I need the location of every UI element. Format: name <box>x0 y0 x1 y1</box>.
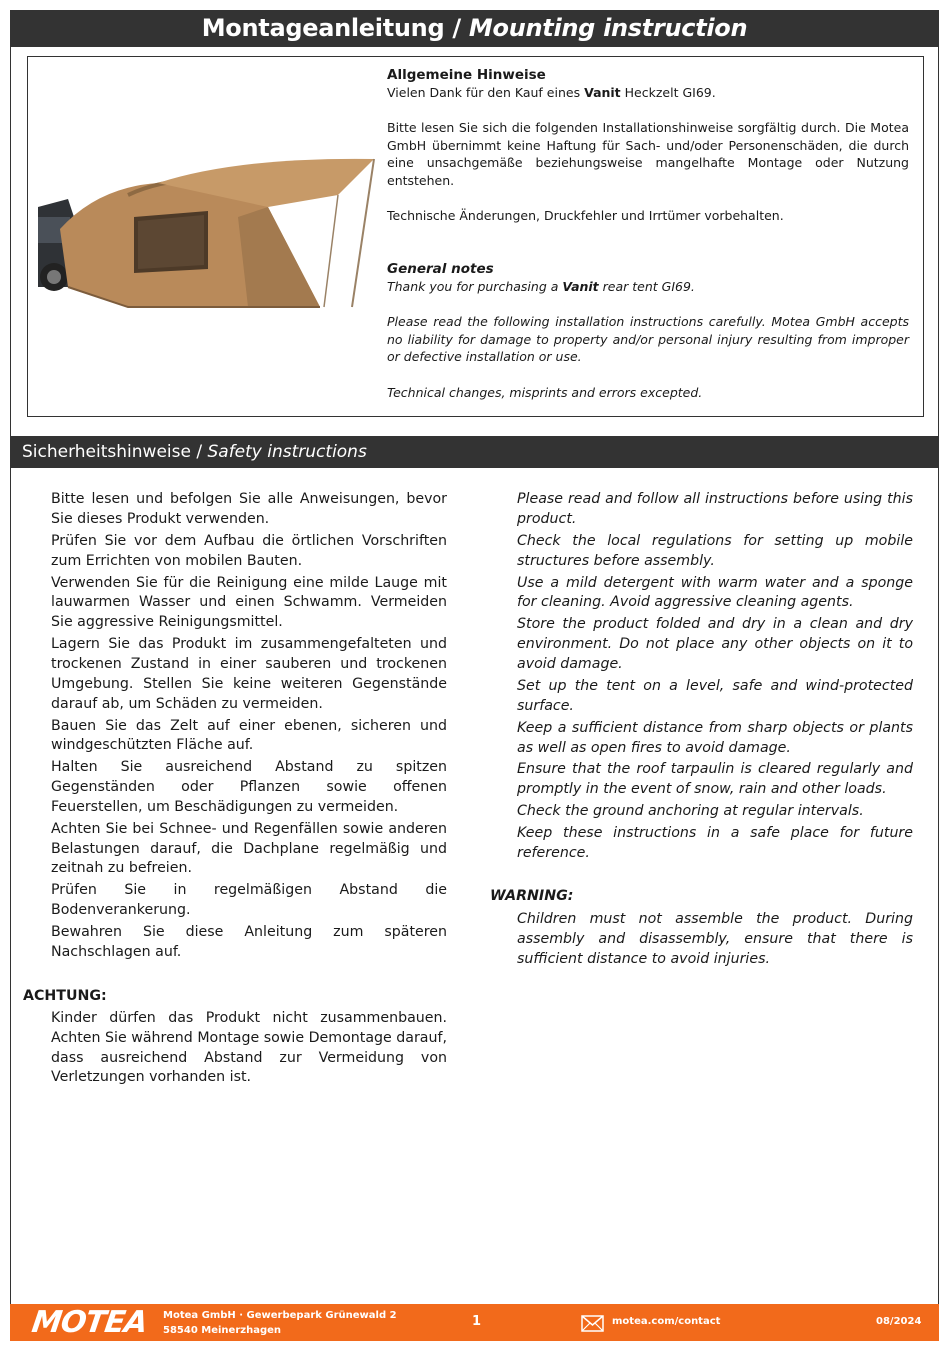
list-item: Verwenden Sie für die Reinigung eine milde Lauge mit lauwarmen Wasser und einen Schwamm. Vermeiden Sie aggressive Reinigungsmittel. <box>51 574 447 631</box>
general-notes-heading-de: Allgemeine Hinweise <box>387 67 546 83</box>
safety-section-title <box>10 436 939 468</box>
list-item: Prüfen Sie in regelmäßigen Abstand die Bodenverankerung. <box>51 882 447 919</box>
list-item: Achten Sie bei Schnee- und Regenfällen sowie anderen Belastungen darauf, die Dachplane regelmäßig und zeitnah zu befreien. <box>51 820 447 877</box>
list-item: Keep these instructions in a safe place for future reference. <box>517 825 913 862</box>
list-item: Check the local regulations for setting up mobile structures before assembly. <box>517 532 913 569</box>
safety-list-en <box>517 490 913 866</box>
list-item: Prüfen Sie vor dem Aufbau die örtlichen Vorschriften zum Errichten von mobilen Bauten. <box>51 532 447 569</box>
liability-text-de: Bitte lesen Sie sich die folgenden Installationshinweise sorgfältig durch. Die Motea GmbH übernimmt keine Haftung für Sach- und/oder Personenschäden, die durch eine unsachgemäße beziehungsweise mangelhafte Montage oder Nutzung entstehen. <box>387 120 909 188</box>
list-item: Keep a sufficient distance from sharp objects or plants as well as open fires to avoid damage. <box>517 719 913 756</box>
list-item: Lagern Sie das Produkt im zusammengefalteten und trockenen Zustand in einer sauberen und trockenen Umgebung. Stellen Sie keine weiteren Gegenstände darauf ab, um Schäden zu vermeiden. <box>51 636 447 712</box>
title-de: Montageanleitung / <box>201 14 469 42</box>
company-address: Motea GmbH · Gewerbepark Grünewald 2 58540 Meinerzhagen <box>163 1310 397 1336</box>
page-number: 1 <box>472 1314 482 1329</box>
list-item: Set up the tent on a level, safe and wind-protected surface. <box>517 677 913 714</box>
list-item: Bauen Sie das Zelt auf einer ebenen, sicheren und windgeschützten Fläche auf. <box>51 717 447 754</box>
list-item: Check the ground anchoring at regular intervals. <box>517 803 864 820</box>
thanks-de: Vielen Dank für den Kauf eines Vanit Heckzelt GI69. <box>387 85 716 100</box>
warning-title-de: ACHTUNG: <box>23 988 107 1004</box>
title-en: Mounting instruction <box>468 14 748 42</box>
safety-title-de: Sicherheitshinweise / <box>22 442 208 462</box>
warning-title-en: WARNING: <box>490 888 574 904</box>
list-item: Store the product folded and dry in a clean and dry environment. Do not place any other objects on it to avoid damage. <box>517 616 913 672</box>
list-item: Halten Sie ausreichend Abstand zu spitzen Gegenständen oder Pflanzen sowie offenen Feuerstellen, um Beschädigungen zu vermeiden. <box>51 759 447 815</box>
tent-product-image <box>38 147 378 317</box>
list-item: Ensure that the roof tarpaulin is cleared regularly and promptly in the event of snow, rain and other loads. <box>517 761 913 798</box>
disclaimer-de: Technische Änderungen, Druckfehler und Irrtümer vorbehalten. <box>387 208 784 224</box>
safety-title-en: Safety instructions <box>207 442 367 462</box>
warning-text-en: Children must not assemble the product. During assembly and disassembly, ensure that there is sufficient distance to avoid injuries. <box>517 911 913 967</box>
contact-link[interactable]: motea.com/contact <box>612 1316 721 1327</box>
list-item: Bitte lesen und befolgen Sie alle Anweisungen, bevor Sie dieses Produkt verwenden. <box>51 491 447 527</box>
mail-icon <box>581 1315 604 1332</box>
warning-text-de: Kinder dürfen das Produkt nicht zusammenbauen. Achten Sie während Montage sowie Demontage darauf, dass ausreichend Abstand zur Vermeidung von Verletzungen vorhanden ist. <box>51 1010 447 1086</box>
list-item: Use a mild detergent with warm water and a sponge for cleaning. Avoid aggressive cleaning agents. <box>517 574 913 611</box>
page-title <box>10 10 939 47</box>
safety-list-de <box>51 490 447 965</box>
general-notes-box <box>27 56 924 417</box>
page-footer <box>10 1304 939 1341</box>
document-date: 08/2024 <box>876 1316 922 1327</box>
disclaimer-en: Technical changes, misprints and errors excepted. <box>387 384 703 400</box>
liability-text-en: Please read the following installation instructions carefully. Motea GmbH accepts no liability for damage to property and/or personal injury resulting from improper or defective installation or use. <box>387 314 909 365</box>
list-item: Please read and follow all instructions before using this product. <box>517 491 913 527</box>
list-item: Bewahren Sie diese Anleitung zum späteren Nachschlagen auf. <box>51 924 447 961</box>
general-notes-heading-en: General notes <box>387 260 494 277</box>
motea-logo: MOTEA <box>29 1305 150 1340</box>
thanks-en: Thank you for purchasing a Vanit rear tent GI69. <box>387 278 695 294</box>
general-notes-text <box>387 66 909 401</box>
